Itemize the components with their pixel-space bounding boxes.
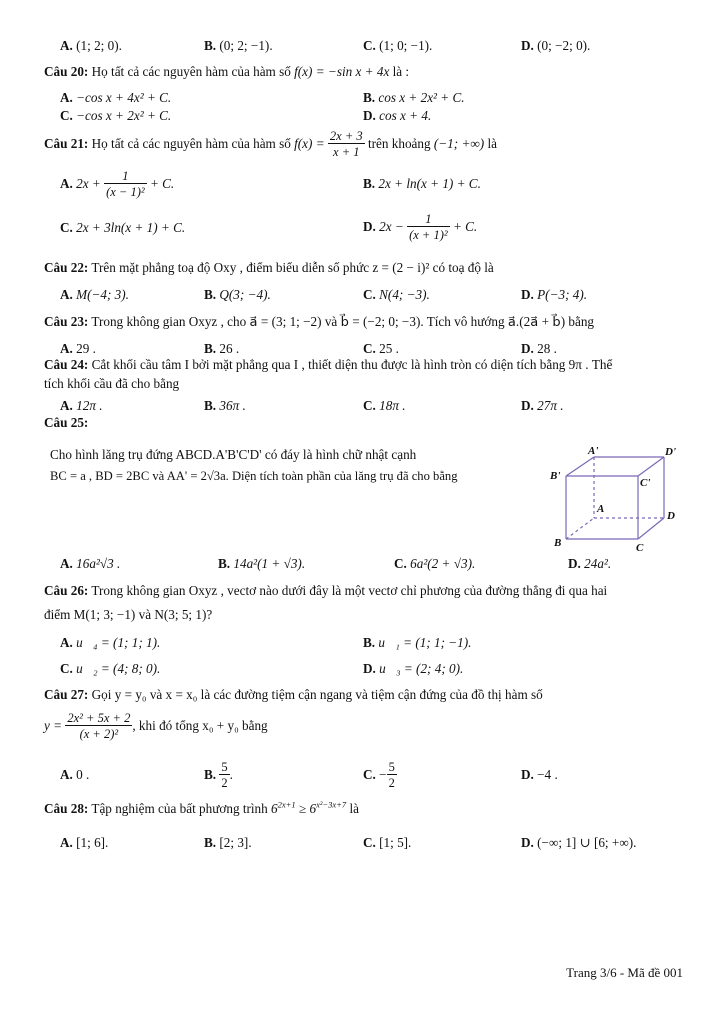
q26-option-c: C. u⃗₂ = (4; 8; 0). [60, 661, 161, 676]
q24-stem-line2: tích khối cầu đã cho bằng [44, 376, 180, 391]
q23-option-a: A. 29 . [60, 341, 96, 356]
q26-option-a: A. u⃗₄ = (1; 1; 1). [60, 635, 161, 650]
edge-c1d1 [638, 457, 664, 476]
q27-option-d: D. −4 . [521, 767, 558, 782]
label-b1: B' [550, 470, 561, 482]
q20-stem: Câu 20: Họ tất cả các nguyên hàm của hàm số f(x) = −sin x + 4x là : [44, 64, 410, 79]
q19-option-d: D. (0; −2; 0). [521, 38, 591, 53]
q25-stem-line1: Cho hình lăng trụ đứng ABCD.A'B'C'D' có đáy là hình chữ nhật cạnh [50, 447, 417, 462]
q26-option-d: D. u⃗₃ = (2; 4; 0). [363, 661, 464, 676]
q21-stem: Câu 21: Họ tất cả các nguyên hàm của hàm số f(x) = $\frac{2x + 3}{x + 1}$ trên khoảng (−1; +∞) là [44, 129, 497, 160]
q24-stem-line1: Câu 24: Cắt khối cầu tâm I bởi mặt phẳng qua I , thiết diện thu được là hình tròn có diện tích bằng 9π . Thể [44, 357, 613, 372]
label-a: A [597, 503, 605, 515]
q25-option-a: A. 16a²√3 . [60, 556, 121, 571]
label-d: D [667, 510, 675, 522]
q20-option-c: C. −cos x + 2x² + C. [60, 108, 172, 123]
q27-option-a: A. 0 . [60, 767, 90, 782]
q27-stem-line2: y = $\frac{\text{2x² + 5x + 2}}{\text{(x + 2)²}}$ , khi đó tổng x₀ + y₀ bằng [44, 711, 268, 742]
q20-option-a: A. −cos x + 4x² + C. [60, 90, 172, 105]
q26-option-b: B. u⃗₁ = (1; 1; −1). [363, 635, 472, 650]
label-b: B [554, 537, 562, 549]
q28-option-d: D. (−∞; 1] ∪ [6; +∞). [521, 835, 637, 850]
q19-option-b: B. (0; 2; −1). [204, 38, 273, 53]
q27-stem-line1: Câu 27: Gọi y = y₀ và x = x₀ là các đường tiệm cận ngang và tiệm cận đứng của đồ thị hàm số [44, 687, 543, 702]
q25-stem-line2: BC = a , BD = 2BC và AA' = 2√3a. Diện tích toàn phần của lăng trụ đã cho bằng [50, 469, 458, 483]
edge-b1a1 [566, 457, 594, 476]
q24-option-d: D. 27π . [521, 398, 564, 413]
prism-figure [546, 446, 686, 554]
q28-option-a: A. [1; 6]. [60, 835, 109, 850]
q19-option-a: A. (1; 2; 0). [60, 38, 122, 53]
q22-option-b: B. Q(3; −4). [204, 287, 271, 302]
q24-option-c: C. 18π . [363, 398, 406, 413]
q24-option-b: B. 36π . [204, 398, 246, 413]
q20-option-d: D. cos x + 4. [363, 108, 432, 123]
q24-option-a: A. 12π . [60, 398, 103, 413]
q26-stem-line2: điểm M(1; 3; −1) và N(3; 5; 1)? [44, 607, 213, 622]
edge-cd [638, 518, 664, 539]
q25-label: Câu 25: [44, 415, 89, 430]
page-footer: Trang 3/6 - Mã đề 001 [566, 965, 683, 980]
q28-option-c: C. [1; 5]. [363, 835, 412, 850]
q23-option-d: D. 28 . [521, 341, 557, 356]
q22-option-d: D. P(−3; 4). [521, 287, 588, 302]
q25-option-b: B. 14a²(1 + √3). [218, 556, 306, 571]
label-c: C [636, 542, 644, 554]
q21-option-d: D. 2x − $\frac{1}{\text{(x + 1)²}}$ + C. [363, 212, 478, 243]
q22-option-a: A. M(−4; 3). [60, 287, 129, 302]
label-d1: D' [665, 446, 676, 458]
q20-option-b: B. cos x + 2x² + C. [363, 90, 465, 105]
q26-stem-line1: Câu 26: Trong không gian Oxyz , vectơ nào dưới đây là một vectơ chỉ phương của đường thẳng đi qua hai [44, 583, 608, 598]
q21-option-a: A. 2x + $\frac{1}{\text{(x − 1)²}}$ + C. [60, 169, 175, 200]
q23-stem: Câu 23: Trong không gian Oxyz , cho a⃗ = (3; 1; −2) và b⃗ = (−2; 0; −3). Tích vô hướng a⃗.(2a⃗ + b⃗) bằng [44, 314, 595, 329]
label-a1: A' [588, 446, 599, 457]
q28-option-b: B. [2; 3]. [204, 835, 252, 850]
q19-option-c: C. (1; 0; −1). [363, 38, 433, 53]
q23-option-b: B. 26 . [204, 341, 240, 356]
q21-fraction: $\frac{2x + 3}{x + 1}$ [329, 129, 363, 160]
q21-option-c: C. 2x + 3ln(x + 1) + C. [60, 220, 186, 235]
label-c1: C' [640, 477, 651, 489]
q28-stem: Câu 28: Tập nghiệm của bất phương trình $6^{2x+1} \ge 6^{x^2-3x+7}$ là [44, 799, 359, 816]
q25-option-c: C. 6a²(2 + √3). [394, 556, 476, 571]
q21-option-b: B. 2x + ln(x + 1) + C. [363, 176, 481, 191]
q25-option-d: D. 24a². [568, 556, 612, 571]
edge-ba-hidden [566, 518, 594, 539]
q27-option-b: B. $\frac{5}{2}$ . [204, 760, 233, 791]
q22-stem: Câu 22: Trên mặt phẳng toạ độ Oxy , điểm biểu diễn số phức z = (2 − i)² có toạ độ là [44, 260, 494, 275]
q27-option-c: C. − $\frac{5}{2}$ [363, 760, 395, 791]
q23-option-c: C. 25 . [363, 341, 399, 356]
q22-option-c: C. N(4; −3). [363, 287, 430, 302]
